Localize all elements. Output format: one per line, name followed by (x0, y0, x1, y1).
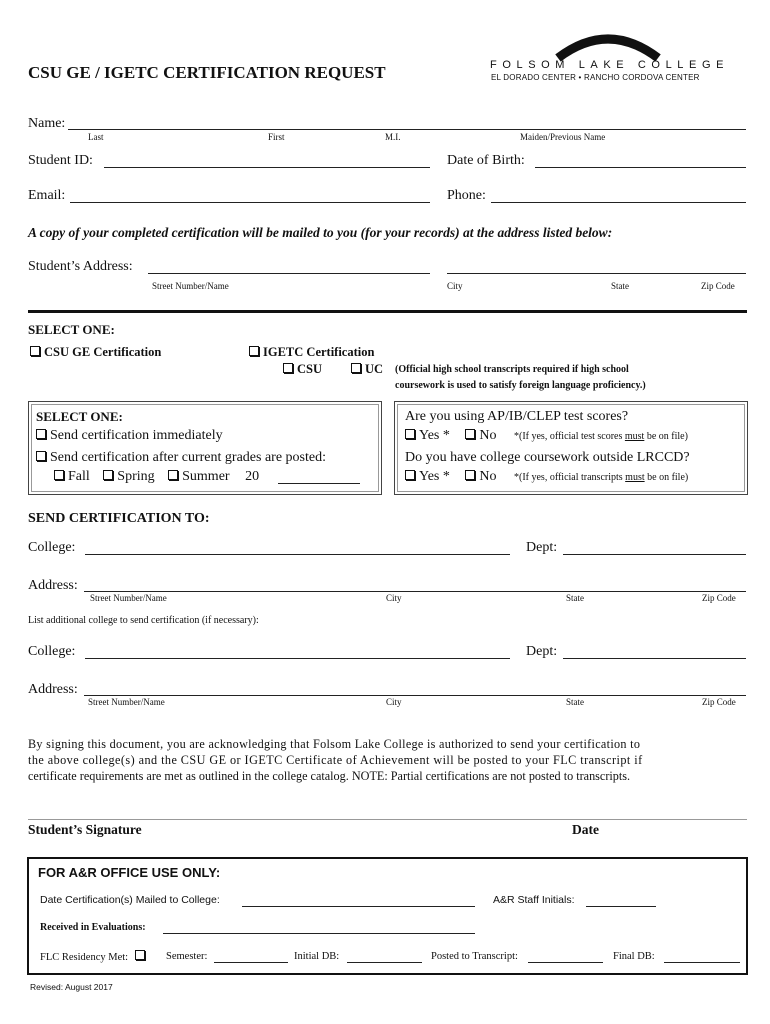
received-label: Received in Evaluations: (40, 922, 146, 933)
college-logo (490, 28, 730, 83)
staff-initials-field[interactable] (586, 906, 656, 907)
coursework-note (514, 472, 688, 483)
coursework-yes-label: Yes * (419, 469, 450, 484)
uc-label: UC (365, 362, 384, 376)
student-street-field[interactable] (148, 273, 430, 274)
dept-1-field[interactable] (563, 554, 746, 555)
logo-arc-icon (490, 28, 725, 62)
address-1-label: Address: (28, 578, 78, 593)
final-db-field[interactable] (664, 962, 740, 963)
address-2-field[interactable] (84, 695, 746, 696)
summer-option[interactable] (168, 469, 229, 484)
test-note-pre: *(If yes, official test scores (514, 431, 625, 442)
semester-field[interactable] (214, 962, 288, 963)
phone-field[interactable] (491, 202, 746, 203)
spring-option[interactable] (103, 469, 154, 484)
staff-initials-label: A&R Staff Initials: (493, 894, 575, 906)
final-db-label: Final DB: (613, 951, 655, 962)
coursework-no-label: No (479, 469, 497, 484)
city-sublabel: City (447, 281, 463, 291)
student-signature-label: Student’s Signature (28, 822, 142, 837)
email-field[interactable] (70, 202, 430, 203)
coursework-answers (405, 469, 688, 485)
residency-label: FLC Residency Met: (40, 952, 129, 963)
address-1-field[interactable] (84, 591, 746, 592)
spring-label: Spring (117, 469, 155, 484)
coursework-yes-checkbox[interactable] (405, 470, 415, 480)
signature-line[interactable] (28, 819, 747, 820)
send-immediately-checkbox[interactable] (36, 429, 46, 439)
state-sublabel: State (611, 281, 629, 291)
term-options (54, 469, 259, 485)
fall-option[interactable] (54, 469, 90, 484)
test-scores-question: Are you using AP/IB/CLEP test scores? (405, 409, 629, 424)
address-2-label: Address: (28, 682, 78, 697)
college-2-label: College: (28, 644, 76, 659)
address-2-street: Street Number/Name (88, 697, 165, 707)
test-no-option[interactable] (465, 428, 496, 443)
agreement-line-2: the above college(s) and the CSU GE or IGETC Certificate of Achievement will be posted to your FLC transcript if (28, 753, 643, 767)
dept-2-field[interactable] (563, 658, 746, 659)
fall-label: Fall (68, 469, 90, 484)
year-field[interactable] (278, 483, 360, 484)
college-1-label: College: (28, 540, 76, 555)
send-immediately-label: Send certification immediately (50, 428, 223, 443)
csu-ge-label: CSU GE Certification (44, 345, 162, 359)
street-sublabel: Street Number/Name (152, 281, 229, 291)
test-yes-option[interactable] (405, 428, 450, 443)
coursework-note-pre: *(If yes, official transcripts (514, 472, 626, 483)
csu-ge-checkbox[interactable] (30, 346, 40, 356)
test-note-must: must (624, 431, 645, 442)
student-address-label: Student’s Address: (28, 259, 133, 274)
fall-checkbox[interactable] (54, 470, 64, 480)
office-use-heading: FOR A&R OFFICE USE ONLY: (38, 865, 221, 880)
email-label: Email: (28, 188, 66, 203)
send-timing-heading: SELECT ONE: (36, 409, 123, 424)
name-label: Name: (28, 116, 66, 131)
uc-note-line2: coursework is used to satisfy foreign language proficiency.) (395, 380, 646, 391)
agreement-line-1: By signing this document, you are acknowledging that Folsom Lake College is authorized to send your certification to (28, 737, 641, 751)
initial-db-label: Initial DB: (294, 951, 340, 962)
send-immediately-option[interactable] (36, 428, 223, 444)
name-maiden-label: Maiden/Previous Name (520, 132, 606, 142)
address-1-zip: Zip Code (702, 593, 736, 603)
test-yes-label: Yes * (419, 428, 450, 443)
send-after-grades-checkbox[interactable] (36, 451, 46, 461)
test-note (514, 431, 688, 442)
csu-label: CSU (297, 362, 323, 376)
uc-option[interactable] (351, 362, 383, 377)
test-scores-answers (405, 428, 688, 444)
summer-label: Summer (182, 469, 230, 484)
address-1-state: State (566, 593, 584, 603)
mail-note: A copy of your completed certification will be mailed to you (for your records) at the address listed below: (28, 225, 613, 240)
zip-sublabel: Zip Code (701, 281, 735, 291)
residency-option[interactable] (40, 950, 149, 963)
agreement-line-3: certificate requirements are met as outlined in the college catalog. NOTE: Partial certifications are not posted to transcripts. (28, 769, 631, 783)
address-2-state: State (566, 697, 584, 707)
test-note-post: be on file) (644, 431, 688, 442)
select-one-heading: SELECT ONE: (28, 322, 115, 337)
coursework-question: Do you have college coursework outside LRCCD? (405, 450, 690, 465)
igetc-label: IGETC Certification (263, 345, 375, 359)
posted-field[interactable] (528, 962, 603, 963)
address-1-city: City (386, 593, 402, 603)
date-mailed-label: Date Certification(s) Mailed to College: (40, 894, 220, 906)
address-1-street: Street Number/Name (90, 593, 167, 603)
date-mailed-field[interactable] (242, 906, 475, 907)
coursework-note-post: be on file) (644, 472, 689, 483)
section-divider (28, 310, 747, 313)
name-mi-label: M.I. (385, 132, 401, 142)
dob-field[interactable] (535, 167, 746, 168)
csu-option[interactable] (283, 362, 322, 377)
name-field[interactable] (68, 129, 746, 130)
college-1-field[interactable] (85, 554, 510, 555)
page-title: CSU GE / IGETC CERTIFICATION REQUEST (28, 63, 386, 82)
name-first-label: First (268, 132, 285, 142)
dept-1-label: Dept: (526, 540, 558, 555)
send-after-grades-label: Send certification after current grades are posted: (50, 450, 326, 465)
send-after-grades-option[interactable] (36, 450, 326, 466)
received-field[interactable] (163, 933, 475, 934)
uc-note-line1: (Official high school transcripts required if high school (395, 364, 629, 375)
uc-checkbox[interactable] (351, 363, 361, 373)
igetc-checkbox[interactable] (249, 346, 259, 356)
coursework-note-must: must (625, 472, 645, 483)
date-label: Date (572, 822, 599, 837)
test-yes-checkbox[interactable] (405, 429, 415, 439)
dob-label: Date of Birth: (447, 153, 525, 168)
test-no-checkbox[interactable] (465, 429, 475, 439)
posted-label: Posted to Transcript: (431, 951, 518, 962)
college-2-field[interactable] (85, 658, 510, 659)
phone-label: Phone: (447, 188, 486, 203)
spring-checkbox[interactable] (103, 470, 113, 480)
csu-checkbox[interactable] (283, 363, 293, 373)
dept-2-label: Dept: (526, 644, 558, 659)
student-id-label: Student ID: (28, 153, 93, 168)
summer-checkbox[interactable] (168, 470, 178, 480)
logo-name: FOLSOM LAKE COLLEGE (490, 59, 730, 71)
initial-db-field[interactable] (347, 962, 422, 963)
revised-date: Revised: August 2017 (30, 982, 113, 992)
coursework-no-option[interactable] (465, 469, 496, 484)
logo-centers: EL DORADO CENTER • RANCHO CORDOVA CENTER (491, 73, 700, 82)
send-to-heading: SEND CERTIFICATION TO: (28, 511, 210, 526)
semester-label: Semester: (166, 951, 208, 962)
year-prefix: 20 (245, 469, 260, 484)
name-last-label: Last (88, 132, 104, 142)
additional-college-note: List additional college to send certification (if necessary): (28, 615, 259, 626)
coursework-no-checkbox[interactable] (465, 470, 475, 480)
student-city-state-zip-field[interactable] (447, 273, 746, 274)
student-id-field[interactable] (104, 167, 430, 168)
coursework-yes-option[interactable] (405, 469, 450, 484)
address-2-zip: Zip Code (702, 697, 736, 707)
address-2-city: City (386, 697, 402, 707)
csu-ge-option[interactable] (30, 345, 161, 360)
test-no-label: No (479, 428, 497, 443)
igetc-option[interactable] (249, 345, 374, 360)
residency-checkbox[interactable] (135, 950, 145, 960)
